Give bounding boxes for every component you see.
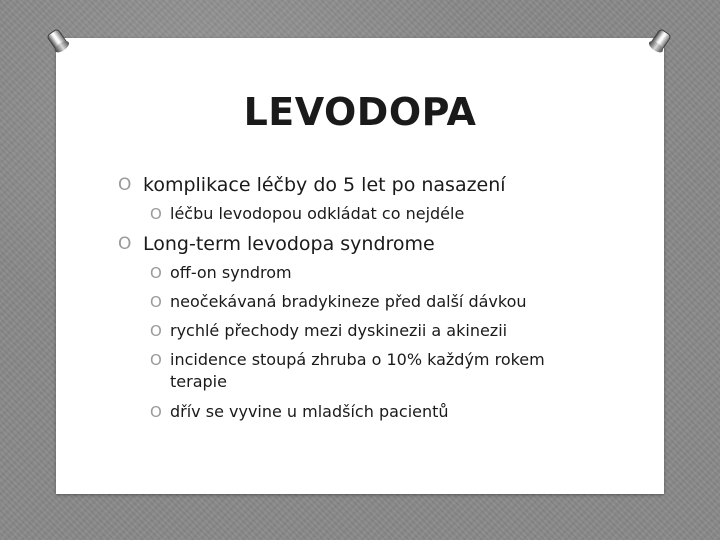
list-item [150,291,650,313]
list-item [150,401,650,423]
bullet-text: dřív se vyvine u mladších pacientů [170,402,449,421]
bullet-marker: O [150,322,162,340]
list-item [150,349,595,393]
bullet-marker: O [150,351,162,369]
bullet-text: Long-term levodopa syndrome [143,233,435,255]
bullet-marker: O [150,264,162,282]
bullet-text: neočekávaná bradykineze před další dávkou [170,292,527,311]
list-item [150,262,650,284]
bullet-text: rychlé přechody mezi dyskinezii a akinezii [170,321,508,340]
bullet-text: komplikace léčby do 5 let po nasazení [143,174,506,196]
bullet-marker: O [150,403,162,421]
bullet-text: off-on syndrom [170,263,292,282]
list-item [150,320,650,342]
slide-title: LEVODOPA [243,90,477,134]
bullet-marker: O [150,205,162,223]
bullet-text: incidence stoupá zhruba o 10% každým rokem terapie [170,350,545,391]
bullet-marker: O [118,175,132,195]
list-item [150,203,650,225]
bullet-marker: O [118,234,132,254]
bullet-text: léčbu levodopou odkládat co nejdéle [170,204,465,223]
list-item [118,231,658,257]
list-item [118,172,658,198]
bullet-marker: O [150,293,162,311]
